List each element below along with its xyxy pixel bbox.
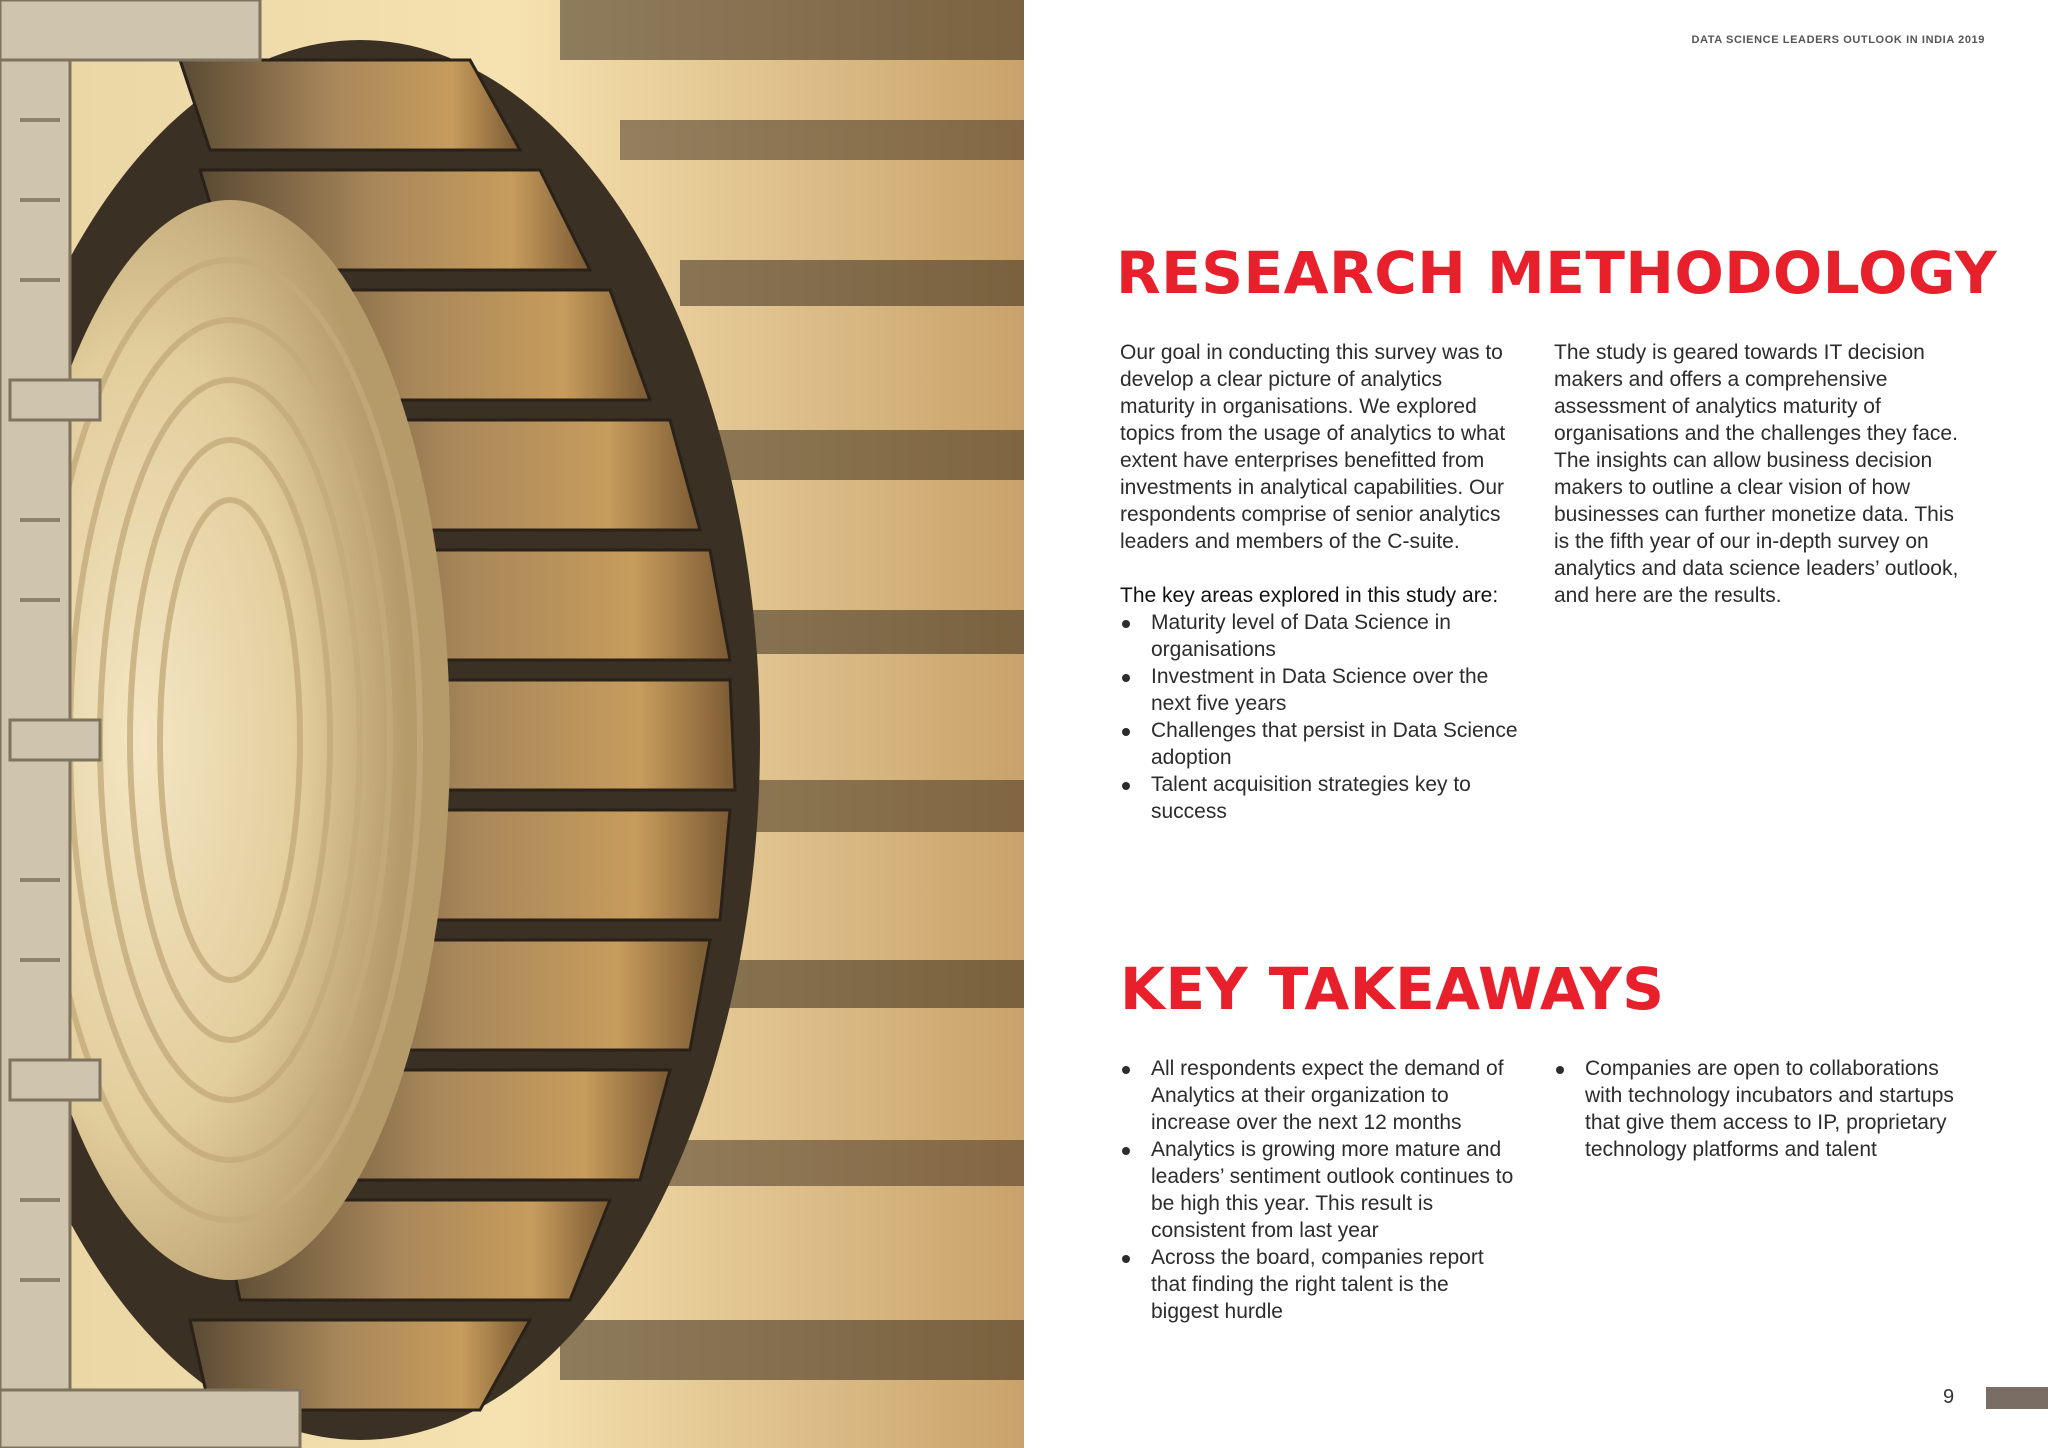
list-item: All respondents expect the demand of Analytics at their organization to increase over the next 12 months bbox=[1120, 1055, 1522, 1136]
research-left-column bbox=[1120, 339, 1522, 825]
running-header: DATA SCIENCE LEADERS OUTLOOK IN INDIA 2019 bbox=[1691, 34, 1985, 46]
list-item: Challenges that persist in Data Science adoption bbox=[1120, 717, 1522, 771]
key-areas-lead: The key areas explored in this study are: bbox=[1120, 584, 1499, 607]
research-methodology-title: RESEARCH METHODOLOGY bbox=[1116, 239, 1998, 307]
list-item: Analytics is growing more mature and leaders’ sentiment outlook continues to be high this year. This result is consistent from last year bbox=[1120, 1136, 1522, 1244]
bullet-icon bbox=[1556, 1066, 1564, 1074]
takeaways-left-column bbox=[1120, 1055, 1522, 1325]
page-number: 9 bbox=[1943, 1386, 1955, 1408]
takeaways-left-list bbox=[1120, 1055, 1522, 1325]
bullet-icon bbox=[1122, 782, 1130, 790]
bullet-icon bbox=[1122, 1147, 1130, 1155]
bullet-icon bbox=[1122, 620, 1130, 628]
key-takeaways-title: KEY TAKEAWAYS bbox=[1120, 955, 1665, 1023]
takeaways-right-column bbox=[1554, 1055, 1964, 1163]
key-areas-list bbox=[1120, 609, 1522, 825]
bullet-icon bbox=[1122, 1255, 1130, 1263]
research-audience-paragraph: The study is geared towards IT decision makers and offers a comprehensive assessment of analytics maturity of organisations and the challenges they face. The insights can allow business decision makers to outline a clear vision of how businesses can further monetize data. This is the fifth year of our in-depth survey on analytics and data science leaders’ outlook, and here are the results. bbox=[1554, 341, 1959, 607]
list-item: Investment in Data Science over the next five years bbox=[1120, 663, 1522, 717]
list-item: Across the board, companies report that finding the right talent is the biggest hurdle bbox=[1120, 1244, 1522, 1325]
research-right-column bbox=[1554, 339, 1964, 609]
bullet-icon bbox=[1122, 1066, 1130, 1074]
list-item: Talent acquisition strategies key to success bbox=[1120, 771, 1522, 825]
bullet-icon bbox=[1122, 674, 1130, 682]
research-intro-paragraph: Our goal in conducting this survey was to develop a clear picture of analytics maturity in organisations. We explored topics from the usage of analytics to what extent have enterprises benefitted from investments in analytical capabilities. Our respondents comprise of senior analytics leaders and members of the C-suite. bbox=[1120, 341, 1506, 553]
page-number-bar bbox=[1986, 1387, 2048, 1409]
list-item: Maturity level of Data Science in organisations bbox=[1120, 609, 1522, 663]
bullet-icon bbox=[1122, 728, 1130, 736]
list-item: Companies are open to collaborations with technology incubators and startups that give them access to IP, proprietary technology platforms and talent bbox=[1554, 1055, 1964, 1163]
takeaways-right-list bbox=[1554, 1055, 1964, 1163]
